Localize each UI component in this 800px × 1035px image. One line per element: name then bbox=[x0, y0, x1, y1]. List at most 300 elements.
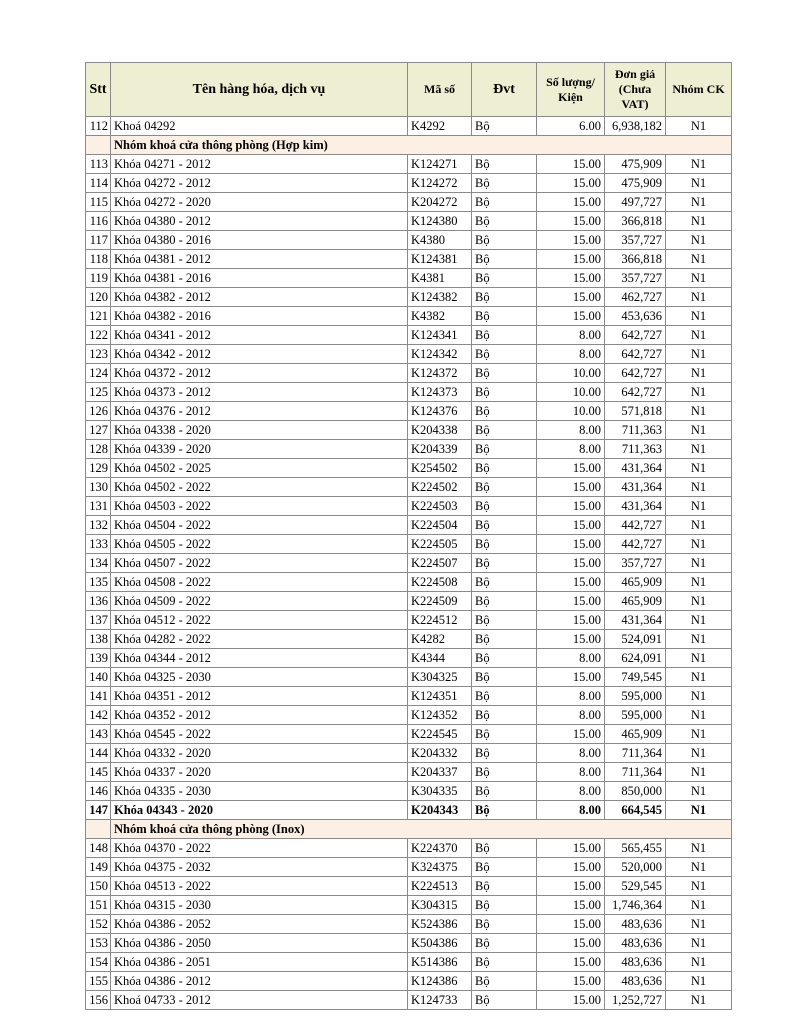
cell-stt: 132 bbox=[86, 516, 111, 535]
cell-code: K4380 bbox=[408, 231, 472, 250]
group-stt-cell bbox=[86, 820, 111, 839]
cell-unit: Bộ bbox=[472, 364, 537, 383]
cell-discount-group: N1 bbox=[666, 307, 732, 326]
cell-discount-group: N1 bbox=[666, 535, 732, 554]
cell-unit: Bộ bbox=[472, 630, 537, 649]
cell-product-name: Khóa 04502 - 2025 bbox=[111, 459, 408, 478]
cell-code: K324375 bbox=[408, 858, 472, 877]
cell-quantity: 15.00 bbox=[537, 991, 605, 1010]
cell-price: 483,636 bbox=[605, 972, 666, 991]
cell-price: 749,545 bbox=[605, 668, 666, 687]
header-price bbox=[605, 63, 666, 117]
table-row bbox=[86, 117, 732, 136]
cell-unit: Bộ bbox=[472, 991, 537, 1010]
cell-quantity: 15.00 bbox=[537, 858, 605, 877]
cell-discount-group: N1 bbox=[666, 839, 732, 858]
table-row bbox=[86, 991, 732, 1010]
cell-stt: 154 bbox=[86, 953, 111, 972]
cell-code: K224503 bbox=[408, 497, 472, 516]
cell-unit: Bộ bbox=[472, 174, 537, 193]
cell-discount-group: N1 bbox=[666, 269, 732, 288]
cell-price: 453,636 bbox=[605, 307, 666, 326]
group-label: Nhóm khoá cửa thông phòng (Inox) bbox=[111, 820, 732, 839]
cell-stt: 127 bbox=[86, 421, 111, 440]
table-row bbox=[86, 573, 732, 592]
cell-discount-group: N1 bbox=[666, 573, 732, 592]
table-row bbox=[86, 782, 732, 801]
cell-price: 465,909 bbox=[605, 725, 666, 744]
cell-stt: 124 bbox=[86, 364, 111, 383]
cell-quantity: 15.00 bbox=[537, 915, 605, 934]
cell-unit: Bộ bbox=[472, 497, 537, 516]
cell-code: K4382 bbox=[408, 307, 472, 326]
cell-product-name: Khóa 04341 - 2012 bbox=[111, 326, 408, 345]
cell-unit: Bộ bbox=[472, 744, 537, 763]
cell-quantity: 15.00 bbox=[537, 554, 605, 573]
header-name: Tên hàng hóa, dịch vụ bbox=[111, 63, 408, 117]
cell-stt: 155 bbox=[86, 972, 111, 991]
cell-product-name: Khoá 04292 bbox=[111, 117, 408, 136]
cell-code: K304325 bbox=[408, 668, 472, 687]
cell-price: 529,545 bbox=[605, 877, 666, 896]
cell-product-name: Khóa 04342 - 2012 bbox=[111, 345, 408, 364]
cell-quantity: 15.00 bbox=[537, 516, 605, 535]
cell-stt: 134 bbox=[86, 554, 111, 573]
table-row bbox=[86, 326, 732, 345]
cell-quantity: 15.00 bbox=[537, 459, 605, 478]
cell-price: 483,636 bbox=[605, 934, 666, 953]
table-row bbox=[86, 630, 732, 649]
table-row bbox=[86, 858, 732, 877]
cell-quantity: 8.00 bbox=[537, 763, 605, 782]
cell-product-name: Khoá 04733 - 2012 bbox=[111, 991, 408, 1010]
cell-price: 642,727 bbox=[605, 383, 666, 402]
cell-unit: Bộ bbox=[472, 782, 537, 801]
cell-discount-group: N1 bbox=[666, 117, 732, 136]
cell-product-name: Khóa 04375 - 2032 bbox=[111, 858, 408, 877]
cell-quantity: 8.00 bbox=[537, 706, 605, 725]
cell-quantity: 8.00 bbox=[537, 345, 605, 364]
cell-unit: Bộ bbox=[472, 307, 537, 326]
cell-unit: Bộ bbox=[472, 687, 537, 706]
cell-unit: Bộ bbox=[472, 231, 537, 250]
price-table bbox=[85, 62, 732, 1010]
table-header-row bbox=[86, 63, 732, 117]
table-row bbox=[86, 364, 732, 383]
cell-discount-group: N1 bbox=[666, 174, 732, 193]
cell-product-name: Khóa 04373 - 2012 bbox=[111, 383, 408, 402]
cell-quantity: 15.00 bbox=[537, 573, 605, 592]
table-row bbox=[86, 497, 732, 516]
cell-unit: Bộ bbox=[472, 250, 537, 269]
cell-code: K124386 bbox=[408, 972, 472, 991]
cell-quantity: 15.00 bbox=[537, 934, 605, 953]
cell-stt: 116 bbox=[86, 212, 111, 231]
cell-quantity: 10.00 bbox=[537, 402, 605, 421]
cell-unit: Bộ bbox=[472, 459, 537, 478]
cell-product-name: Khóa 04315 - 2030 bbox=[111, 896, 408, 915]
cell-discount-group: N1 bbox=[666, 326, 732, 345]
table-row bbox=[86, 478, 732, 497]
cell-quantity: 8.00 bbox=[537, 649, 605, 668]
cell-code: K224505 bbox=[408, 535, 472, 554]
cell-quantity: 15.00 bbox=[537, 250, 605, 269]
cell-price: 711,364 bbox=[605, 763, 666, 782]
cell-product-name: Khóa 04272 - 2020 bbox=[111, 193, 408, 212]
table-row bbox=[86, 212, 732, 231]
cell-code: K4292 bbox=[408, 117, 472, 136]
cell-unit: Bộ bbox=[472, 611, 537, 630]
cell-quantity: 15.00 bbox=[537, 896, 605, 915]
cell-code: K204343 bbox=[408, 801, 472, 820]
header-stt: Stt bbox=[86, 63, 111, 117]
cell-product-name: Khóa 04339 - 2020 bbox=[111, 440, 408, 459]
cell-quantity: 8.00 bbox=[537, 687, 605, 706]
cell-unit: Bộ bbox=[472, 554, 537, 573]
table-row bbox=[86, 421, 732, 440]
cell-discount-group: N1 bbox=[666, 440, 732, 459]
cell-stt: 125 bbox=[86, 383, 111, 402]
cell-price: 462,727 bbox=[605, 288, 666, 307]
cell-discount-group: N1 bbox=[666, 649, 732, 668]
cell-stt: 113 bbox=[86, 155, 111, 174]
cell-product-name: Khóa 04370 - 2022 bbox=[111, 839, 408, 858]
cell-product-name: Khóa 04351 - 2012 bbox=[111, 687, 408, 706]
cell-stt: 149 bbox=[86, 858, 111, 877]
cell-discount-group: N1 bbox=[666, 953, 732, 972]
cell-stt: 137 bbox=[86, 611, 111, 630]
cell-price: 431,364 bbox=[605, 459, 666, 478]
table-row bbox=[86, 459, 732, 478]
group-stt-cell bbox=[86, 136, 111, 155]
cell-unit: Bộ bbox=[472, 269, 537, 288]
cell-quantity: 15.00 bbox=[537, 497, 605, 516]
cell-price: 1,746,364 bbox=[605, 896, 666, 915]
cell-unit: Bộ bbox=[472, 478, 537, 497]
cell-stt: 139 bbox=[86, 649, 111, 668]
cell-price: 442,727 bbox=[605, 535, 666, 554]
table-row bbox=[86, 972, 732, 991]
cell-code: K224509 bbox=[408, 592, 472, 611]
table-row bbox=[86, 687, 732, 706]
cell-stt: 135 bbox=[86, 573, 111, 592]
cell-stt: 152 bbox=[86, 915, 111, 934]
cell-unit: Bộ bbox=[472, 573, 537, 592]
cell-discount-group: N1 bbox=[666, 972, 732, 991]
cell-product-name: Khóa 04380 - 2016 bbox=[111, 231, 408, 250]
cell-quantity: 15.00 bbox=[537, 725, 605, 744]
cell-code: K124733 bbox=[408, 991, 472, 1010]
cell-unit: Bộ bbox=[472, 117, 537, 136]
cell-stt: 156 bbox=[86, 991, 111, 1010]
cell-stt: 112 bbox=[86, 117, 111, 136]
cell-discount-group: N1 bbox=[666, 934, 732, 953]
cell-unit: Bộ bbox=[472, 516, 537, 535]
cell-code: K224512 bbox=[408, 611, 472, 630]
cell-quantity: 15.00 bbox=[537, 877, 605, 896]
cell-unit: Bộ bbox=[472, 668, 537, 687]
cell-quantity: 8.00 bbox=[537, 326, 605, 345]
cell-price: 595,000 bbox=[605, 706, 666, 725]
table-row bbox=[86, 896, 732, 915]
cell-stt: 138 bbox=[86, 630, 111, 649]
cell-code: K124381 bbox=[408, 250, 472, 269]
table-row bbox=[86, 269, 732, 288]
cell-discount-group: N1 bbox=[666, 288, 732, 307]
cell-price: 431,364 bbox=[605, 478, 666, 497]
cell-discount-group: N1 bbox=[666, 687, 732, 706]
table-row bbox=[86, 288, 732, 307]
cell-unit: Bộ bbox=[472, 915, 537, 934]
cell-quantity: 15.00 bbox=[537, 155, 605, 174]
cell-code: K304335 bbox=[408, 782, 472, 801]
cell-price: 497,727 bbox=[605, 193, 666, 212]
cell-stt: 146 bbox=[86, 782, 111, 801]
cell-discount-group: N1 bbox=[666, 611, 732, 630]
cell-code: K124376 bbox=[408, 402, 472, 421]
cell-stt: 143 bbox=[86, 725, 111, 744]
table-row bbox=[86, 839, 732, 858]
header-code: Mã số bbox=[408, 63, 472, 117]
cell-product-name: Khóa 04386 - 2052 bbox=[111, 915, 408, 934]
cell-discount-group: N1 bbox=[666, 345, 732, 364]
cell-price: 366,818 bbox=[605, 250, 666, 269]
table-row bbox=[86, 516, 732, 535]
header-quantity bbox=[537, 63, 605, 117]
cell-unit: Bộ bbox=[472, 326, 537, 345]
cell-price: 850,000 bbox=[605, 782, 666, 801]
table-row bbox=[86, 744, 732, 763]
cell-code: K254502 bbox=[408, 459, 472, 478]
cell-quantity: 15.00 bbox=[537, 174, 605, 193]
cell-price: 524,091 bbox=[605, 630, 666, 649]
cell-price: 475,909 bbox=[605, 155, 666, 174]
cell-quantity: 6.00 bbox=[537, 117, 605, 136]
cell-product-name: Khóa 04380 - 2012 bbox=[111, 212, 408, 231]
cell-unit: Bộ bbox=[472, 896, 537, 915]
cell-stt: 118 bbox=[86, 250, 111, 269]
table-row bbox=[86, 706, 732, 725]
cell-price: 465,909 bbox=[605, 592, 666, 611]
cell-stt: 128 bbox=[86, 440, 111, 459]
cell-product-name: Khóa 04509 - 2022 bbox=[111, 592, 408, 611]
table-row bbox=[86, 801, 732, 820]
cell-product-name: Khóa 04344 - 2012 bbox=[111, 649, 408, 668]
table-row bbox=[86, 611, 732, 630]
table-row bbox=[86, 649, 732, 668]
group-header-row bbox=[86, 820, 732, 839]
cell-price: 642,727 bbox=[605, 345, 666, 364]
cell-stt: 141 bbox=[86, 687, 111, 706]
cell-quantity: 15.00 bbox=[537, 592, 605, 611]
cell-price: 1,252,727 bbox=[605, 991, 666, 1010]
cell-price: 711,363 bbox=[605, 421, 666, 440]
cell-code: K224507 bbox=[408, 554, 472, 573]
table-row bbox=[86, 953, 732, 972]
cell-quantity: 15.00 bbox=[537, 972, 605, 991]
cell-product-name: Khóa 04513 - 2022 bbox=[111, 877, 408, 896]
header-quantity-line1: Số lượng/ bbox=[546, 74, 595, 89]
cell-unit: Bộ bbox=[472, 801, 537, 820]
cell-quantity: 8.00 bbox=[537, 440, 605, 459]
cell-product-name: Khóa 04507 - 2022 bbox=[111, 554, 408, 573]
cell-price: 711,364 bbox=[605, 744, 666, 763]
table-row bbox=[86, 668, 732, 687]
cell-price: 431,364 bbox=[605, 611, 666, 630]
cell-code: K204272 bbox=[408, 193, 472, 212]
cell-product-name: Khóa 04372 - 2012 bbox=[111, 364, 408, 383]
cell-unit: Bộ bbox=[472, 934, 537, 953]
cell-quantity: 8.00 bbox=[537, 782, 605, 801]
cell-stt: 136 bbox=[86, 592, 111, 611]
table-row bbox=[86, 535, 732, 554]
cell-price: 642,727 bbox=[605, 364, 666, 383]
cell-code: K204339 bbox=[408, 440, 472, 459]
cell-quantity: 15.00 bbox=[537, 212, 605, 231]
cell-price: 475,909 bbox=[605, 174, 666, 193]
cell-product-name: Khóa 04352 - 2012 bbox=[111, 706, 408, 725]
cell-stt: 131 bbox=[86, 497, 111, 516]
cell-discount-group: N1 bbox=[666, 896, 732, 915]
table-row bbox=[86, 934, 732, 953]
cell-stt: 122 bbox=[86, 326, 111, 345]
table-row bbox=[86, 383, 732, 402]
header-quantity-line2: Kiện bbox=[558, 89, 583, 104]
cell-discount-group: N1 bbox=[666, 706, 732, 725]
cell-unit: Bộ bbox=[472, 212, 537, 231]
cell-product-name: Khóa 04381 - 2012 bbox=[111, 250, 408, 269]
cell-stt: 130 bbox=[86, 478, 111, 497]
cell-code: K524386 bbox=[408, 915, 472, 934]
cell-quantity: 15.00 bbox=[537, 839, 605, 858]
cell-price: 624,091 bbox=[605, 649, 666, 668]
cell-quantity: 15.00 bbox=[537, 269, 605, 288]
cell-code: K224545 bbox=[408, 725, 472, 744]
table-body bbox=[86, 117, 732, 1010]
cell-product-name: Khóa 04512 - 2022 bbox=[111, 611, 408, 630]
cell-discount-group: N1 bbox=[666, 744, 732, 763]
cell-product-name: Khóa 04545 - 2022 bbox=[111, 725, 408, 744]
cell-discount-group: N1 bbox=[666, 877, 732, 896]
cell-price: 357,727 bbox=[605, 269, 666, 288]
cell-product-name: Khóa 04505 - 2022 bbox=[111, 535, 408, 554]
cell-discount-group: N1 bbox=[666, 858, 732, 877]
cell-discount-group: N1 bbox=[666, 782, 732, 801]
cell-stt: 144 bbox=[86, 744, 111, 763]
cell-unit: Bộ bbox=[472, 193, 537, 212]
table-row bbox=[86, 402, 732, 421]
cell-stt: 115 bbox=[86, 193, 111, 212]
cell-code: K124372 bbox=[408, 364, 472, 383]
cell-code: K4344 bbox=[408, 649, 472, 668]
table-row bbox=[86, 554, 732, 573]
cell-discount-group: N1 bbox=[666, 421, 732, 440]
cell-quantity: 15.00 bbox=[537, 668, 605, 687]
cell-code: K504386 bbox=[408, 934, 472, 953]
cell-unit: Bộ bbox=[472, 649, 537, 668]
cell-code: K204337 bbox=[408, 763, 472, 782]
table-row bbox=[86, 345, 732, 364]
cell-code: K204332 bbox=[408, 744, 472, 763]
cell-discount-group: N1 bbox=[666, 915, 732, 934]
cell-code: K124373 bbox=[408, 383, 472, 402]
header-unit: Đvt bbox=[472, 63, 537, 117]
cell-code: K304315 bbox=[408, 896, 472, 915]
cell-price: 483,636 bbox=[605, 953, 666, 972]
table-row bbox=[86, 915, 732, 934]
cell-quantity: 15.00 bbox=[537, 953, 605, 972]
cell-discount-group: N1 bbox=[666, 592, 732, 611]
cell-product-name: Khóa 04335 - 2030 bbox=[111, 782, 408, 801]
cell-unit: Bộ bbox=[472, 858, 537, 877]
table-row bbox=[86, 592, 732, 611]
cell-stt: 119 bbox=[86, 269, 111, 288]
table-row bbox=[86, 763, 732, 782]
group-header-row bbox=[86, 136, 732, 155]
cell-product-name: Khóa 04271 - 2012 bbox=[111, 155, 408, 174]
cell-unit: Bộ bbox=[472, 972, 537, 991]
cell-unit: Bộ bbox=[472, 839, 537, 858]
cell-unit: Bộ bbox=[472, 345, 537, 364]
cell-code: K514386 bbox=[408, 953, 472, 972]
cell-stt: 150 bbox=[86, 877, 111, 896]
cell-code: K224513 bbox=[408, 877, 472, 896]
cell-discount-group: N1 bbox=[666, 250, 732, 269]
cell-code: K224508 bbox=[408, 573, 472, 592]
cell-product-name: Khóa 04386 - 2050 bbox=[111, 934, 408, 953]
cell-discount-group: N1 bbox=[666, 554, 732, 573]
cell-discount-group: N1 bbox=[666, 516, 732, 535]
cell-code: K124272 bbox=[408, 174, 472, 193]
cell-stt: 145 bbox=[86, 763, 111, 782]
cell-quantity: 8.00 bbox=[537, 421, 605, 440]
cell-unit: Bộ bbox=[472, 155, 537, 174]
table-row bbox=[86, 193, 732, 212]
cell-discount-group: N1 bbox=[666, 212, 732, 231]
cell-discount-group: N1 bbox=[666, 459, 732, 478]
cell-unit: Bộ bbox=[472, 592, 537, 611]
cell-code: K204338 bbox=[408, 421, 472, 440]
cell-quantity: 10.00 bbox=[537, 383, 605, 402]
cell-unit: Bộ bbox=[472, 763, 537, 782]
cell-code: K224370 bbox=[408, 839, 472, 858]
cell-price: 711,363 bbox=[605, 440, 666, 459]
cell-product-name: Khóa 04504 - 2022 bbox=[111, 516, 408, 535]
cell-stt: 151 bbox=[86, 896, 111, 915]
table-row bbox=[86, 155, 732, 174]
cell-product-name: Khóa 04376 - 2012 bbox=[111, 402, 408, 421]
cell-product-name: Khóa 04381 - 2016 bbox=[111, 269, 408, 288]
cell-price: 442,727 bbox=[605, 516, 666, 535]
cell-product-name: Khóa 04508 - 2022 bbox=[111, 573, 408, 592]
cell-unit: Bộ bbox=[472, 402, 537, 421]
cell-code: K124351 bbox=[408, 687, 472, 706]
header-price-line3: VAT) bbox=[621, 97, 649, 111]
cell-quantity: 15.00 bbox=[537, 231, 605, 250]
cell-stt: 129 bbox=[86, 459, 111, 478]
cell-code: K124380 bbox=[408, 212, 472, 231]
cell-code: K4282 bbox=[408, 630, 472, 649]
cell-product-name: Khóa 04503 - 2022 bbox=[111, 497, 408, 516]
cell-price: 571,818 bbox=[605, 402, 666, 421]
cell-discount-group: N1 bbox=[666, 193, 732, 212]
cell-unit: Bộ bbox=[472, 440, 537, 459]
cell-discount-group: N1 bbox=[666, 497, 732, 516]
cell-price: 357,727 bbox=[605, 554, 666, 573]
cell-discount-group: N1 bbox=[666, 668, 732, 687]
cell-product-name: Khóa 04382 - 2016 bbox=[111, 307, 408, 326]
group-label: Nhóm khoá cửa thông phòng (Hợp kim) bbox=[111, 136, 732, 155]
